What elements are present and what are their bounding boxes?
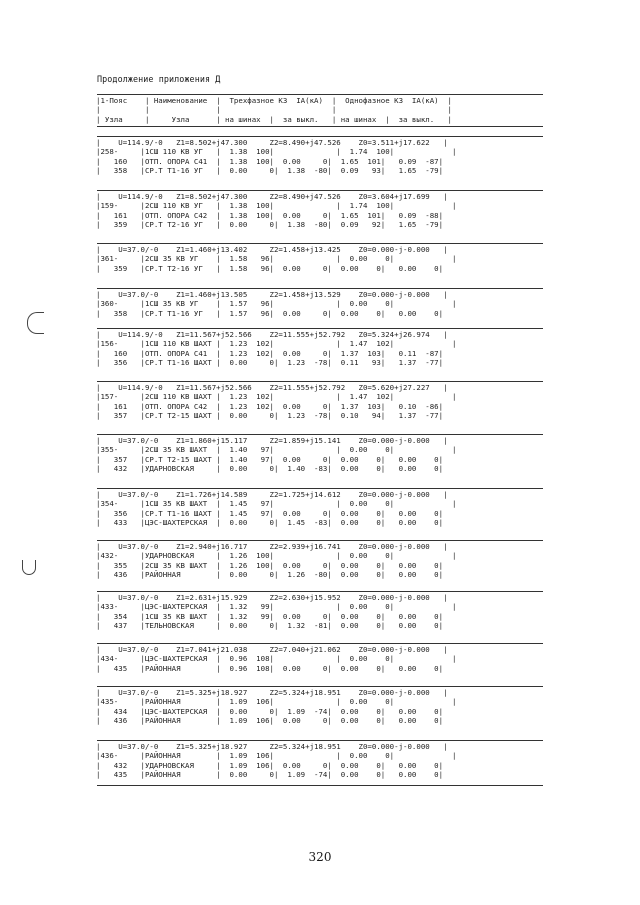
node-block [96, 245, 456, 273]
table-row: | 356 |СР.Т Т1-16 ШАХТ | 0.00 0| 1.23 -78| 0.11 93| 1.37 -77| [96, 357, 444, 367]
table-row: | 354 |1СШ 35 КВ ШАХТ | 1.32 99| 0.00 0| 0.00 0| 0.00 0| [96, 611, 444, 621]
block-rule [97, 540, 543, 541]
table-row: | 357 |СР.Т Т2-15 ШАХТ | 0.00 0| 1.23 -78| 0.10 94| 1.37 -77| [96, 410, 444, 420]
block-rule [97, 243, 543, 244]
node-block [96, 593, 456, 630]
node-block [96, 192, 456, 229]
header-line: |1-Пояс | Наименование | Трехфазное КЗ IA(кА) | Однофазное КЗ IA(кА) | [96, 96, 452, 105]
table-row: |436- |РАЙОННАЯ | 1.09 106| | 0.00 0| | [96, 751, 457, 761]
node-block [96, 138, 456, 175]
table-row: |159- |2СШ 110 КВ УГ | 1.38 100| | 1.74 100| | [96, 201, 457, 211]
table-row: | 436 |РАЙОННАЯ | 1.09 106| 0.00 0| 0.00 0| 0.00 0| [96, 715, 444, 725]
table-row: | 359 |СР.Т Т2-16 УГ | 1.58 96| 0.00 0| 0.00 0| 0.00 0| [96, 263, 444, 273]
node-block-text [96, 383, 456, 420]
node-block-text [96, 688, 456, 725]
node-block [96, 383, 456, 420]
block-params-line: | U=37.0/-0 Z1=5.325+j18.927 Z2=5.324+j18.951 Z0=0.000-j-0.000 | [96, 688, 448, 697]
node-block [96, 490, 456, 527]
table-row: |355- |2СШ 35 КВ ШАХТ | 1.40 97| | 0.00 0| | [96, 445, 457, 455]
node-block-text [96, 138, 456, 175]
header-bottom-rule [97, 126, 543, 127]
node-block-text [96, 742, 456, 779]
table-row: | 356 |СР.Т Т1-16 ШАХТ | 1.45 97| 0.00 0| 0.00 0| 0.00 0| [96, 508, 444, 518]
table-row: |360- |1СШ 35 КВ УГ | 1.57 96| | 0.00 0| | [96, 299, 457, 309]
table-row: | 435 |РАЙОННАЯ | 0.96 108| 0.00 0| 0.00 0| 0.00 0| [96, 663, 444, 673]
block-rule [97, 434, 543, 435]
block-params-line: | U=37.0/-0 Z1=5.325+j18.927 Z2=5.324+j18.951 Z0=0.000-j-0.000 | [96, 742, 448, 751]
table-bottom-rule [97, 785, 543, 786]
node-block [96, 330, 456, 367]
node-block-text [96, 245, 456, 273]
table-row: | 161 |ОТП. ОПОРА С42 | 1.38 100| 0.00 0| 1.65 101| 0.09 -88| [96, 210, 444, 220]
node-block-text [96, 330, 456, 367]
table-row: |435- |РАЙОННАЯ | 1.09 106| | 0.00 0| | [96, 697, 457, 707]
table-row: | 432 |УДАРНОВСКАЯ | 1.09 106| 0.00 0| 0.00 0| 0.00 0| [96, 760, 444, 770]
block-params-line: | U=37.0/-0 Z1=1.460+j13.402 Z2=1.458+j13.425 Z0=0.000-j-0.000 | [96, 245, 448, 254]
block-rule [97, 740, 543, 741]
table-row: | 160 |ОТП. ОПОРА С41 | 1.23 102| 0.00 0| 1.37 103| 0.11 -87| [96, 348, 444, 358]
node-block-text [96, 542, 456, 579]
table-row: | 161 |ОТП. ОПОРА С42 | 1.23 102| 0.00 0| 1.37 103| 0.10 -86| [96, 401, 444, 411]
node-block-text [96, 436, 456, 473]
node-block [96, 688, 456, 725]
block-params-line: | U=114.9/-0 Z1=11.567+j52.566 Z2=11.555+j52.792 Z0=5.620+j27.227 | [96, 383, 448, 392]
table-row: | 160 |ОТП. ОПОРА С41 | 1.38 100| 0.00 0| 1.65 101| 0.09 -87| [96, 156, 444, 166]
block-params-line: | U=37.0/-0 Z1=2.631+j15.929 Z2=2.630+j15.952 Z0=0.000-j-0.000 | [96, 593, 448, 602]
block-rule [97, 190, 543, 191]
table-row: | 437 |ТЕЛЬНОВСКАЯ | 0.00 0| 1.32 -81| 0.00 0| 0.00 0| [96, 620, 444, 630]
document-title: Продолжение приложения Д [97, 74, 221, 84]
table-row: | 433 |ЦЭС-ШАХТЕРСКАЯ | 0.00 0| 1.45 -83| 0.00 0| 0.00 0| [96, 517, 444, 527]
table-row: |156- |1СШ 110 КВ ШАХТ | 1.23 102| | 1.47 102| | [96, 339, 457, 349]
header-top-rule [97, 94, 543, 95]
table-row: |433- |ЦЭС-ШАХТЕРСКАЯ | 1.32 99| | 0.00 0| | [96, 602, 457, 612]
block-rule [97, 381, 543, 382]
block-params-line: | U=114.9/-0 Z1=11.567+j52.566 Z2=11.555+j52.792 Z0=5.324+j26.974 | [96, 330, 448, 339]
node-block [96, 436, 456, 473]
block-params-line: | U=37.0/-0 Z1=2.940+j16.717 Z2=2.939+j16.741 Z0=0.000-j-0.000 | [96, 542, 448, 551]
table-row: | 434 |ЦЭС-ШАХТЕРСКАЯ | 0.00 0| 1.09 -74| 0.00 0| 0.00 0| [96, 706, 444, 716]
node-block-text [96, 645, 456, 673]
block-rule [97, 136, 543, 137]
block-params-line: | U=114.9/-0 Z1=8.502+j47.300 Z2=8.490+j47.526 Z0=3.511+j17.622 | [96, 138, 448, 147]
table-row: | 355 |2СШ 35 КВ ШАХТ | 1.26 100| 0.00 0| 0.00 0| 0.00 0| [96, 560, 444, 570]
table-row: |434- |ЦЭС-ШАХТЕРСКАЯ | 0.96 108| | 0.00 0| | [96, 654, 457, 664]
node-block-text [96, 490, 456, 527]
table-row: |354- |1СШ 35 КВ ШАХТ | 1.45 97| | 0.00 0| | [96, 499, 457, 509]
table-row: | 358 |СР.Т Т1-16 УГ | 1.57 96| 0.00 0| 0.00 0| 0.00 0| [96, 308, 444, 318]
margin-mark-u [22, 560, 36, 575]
node-block-text [96, 192, 456, 229]
page-number: 320 [308, 850, 332, 864]
node-block [96, 290, 456, 318]
block-rule [97, 328, 543, 329]
table-header [96, 96, 452, 124]
block-rule [97, 288, 543, 289]
table-row: |432- |УДАРНОВСКАЯ | 1.26 100| | 0.00 0| | [96, 551, 457, 561]
node-block [96, 542, 456, 579]
margin-mark-c [27, 312, 44, 334]
block-params-line: | U=37.0/-0 Z1=7.041+j21.038 Z2=7.040+j21.062 Z0=0.000-j-0.000 | [96, 645, 448, 654]
table-row: | 357 |СР.Т Т2-15 ШАХТ | 1.40 97| 0.00 0| 0.00 0| 0.00 0| [96, 454, 444, 464]
node-block [96, 645, 456, 673]
table-row: | 436 |РАЙОННАЯ | 0.00 0| 1.26 -80| 0.00 0| 0.00 0| [96, 569, 444, 579]
block-params-line: | U=37.0/-0 Z1=1.460+j13.505 Z2=1.458+j13.529 Z0=0.000-j-0.000 | [96, 290, 448, 299]
table-row: | 435 |РАЙОННАЯ | 0.00 0| 1.09 -74| 0.00 0| 0.00 0| [96, 769, 444, 779]
table-row: |157- |2СШ 110 КВ ШАХТ | 1.23 102| | 1.47 102| | [96, 392, 457, 402]
block-params-line: | U=37.0/-0 Z1=1.860+j15.117 Z2=1.859+j15.141 Z0=0.000-j-0.000 | [96, 436, 448, 445]
node-block-text [96, 593, 456, 630]
node-block-text [96, 290, 456, 318]
node-block [96, 742, 456, 779]
block-rule [97, 488, 543, 489]
table-row: | 432 |УДАРНОВСКАЯ | 0.00 0| 1.40 -83| 0.00 0| 0.00 0| [96, 463, 444, 473]
block-rule [97, 591, 543, 592]
block-params-line: | U=37.0/-0 Z1=1.726+j14.589 Z2=1.725+j14.612 Z0=0.000-j-0.000 | [96, 490, 448, 499]
table-row: | 359 |СР.Т Т2-16 УГ | 0.00 0| 1.38 -80| 0.09 92| 1.65 -79| [96, 219, 444, 229]
table-row: | 358 |СР.Т Т1-16 УГ | 0.00 0| 1.38 -80| 0.09 93| 1.65 -79| [96, 165, 444, 175]
header-line: | Узла | Узла | на шинах | за выкл. | на шинах | за выкл. | [96, 114, 452, 124]
block-rule [97, 643, 543, 644]
table-row: |258- |1СШ 110 КВ УГ | 1.38 100| | 1.74 100| | [96, 147, 457, 157]
header-line: | | | | | [96, 105, 452, 115]
block-rule [97, 686, 543, 687]
block-params-line: | U=114.9/-0 Z1=8.502+j47.300 Z2=8.490+j47.526 Z0=3.604+j17.699 | [96, 192, 448, 201]
table-row: |361- |2СШ 35 КВ УГ | 1.58 96| | 0.00 0| | [96, 254, 457, 264]
